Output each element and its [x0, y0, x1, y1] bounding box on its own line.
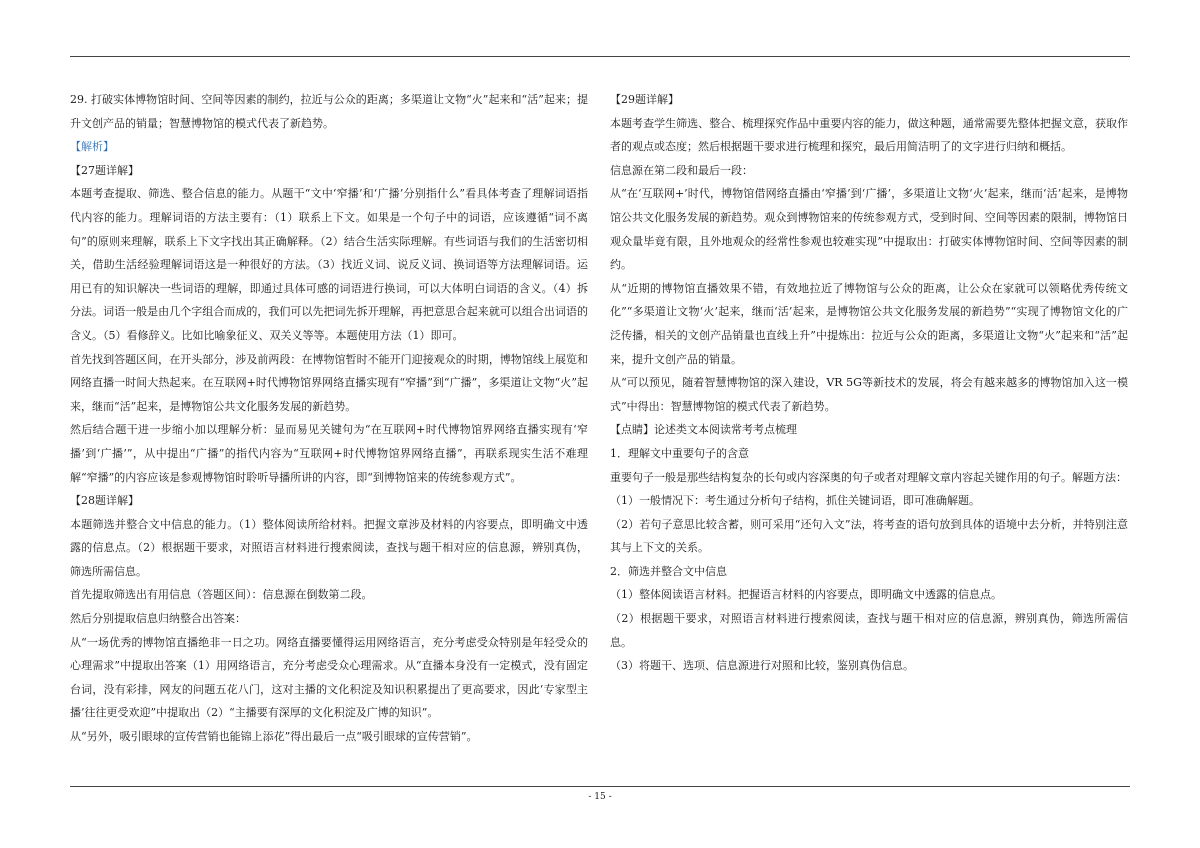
paragraph: （1）一般情况下：考生通过分析句子结构，抓住关键词语，即可准确解题。	[610, 494, 980, 508]
header-rule	[70, 56, 1130, 57]
paragraph: 从“可以预见，随着智慧博物馆的深入建设，VR 5G等新技术的发展，将会有越来越多的博物馆加入这一模式”中得出：智慧博物馆的模式代表了新趋势。	[610, 376, 1128, 413]
paragraph: 首先找到答题区间，在开头部分，涉及前两段：在博物馆暂时不能开门迎接观众的时期，博物馆线上展览和网络直播一时间大热起来。在互联网+时代博物馆界网络直播实现有“窄播”到“广播”，多渠道让文物“火”起来，继而“活”起来，是博物馆公共文化服务发展的新趋势。	[70, 352, 588, 413]
paragraph: 【28题详解】	[70, 494, 139, 508]
paragraph: 然后分别提取信息归纳整合出答案：	[70, 612, 246, 626]
paragraph: 1．理解文中重要句子的含意	[610, 446, 749, 460]
paragraph: 重要句子一般是那些结构复杂的长句或内容深奥的句子或者对理解文章内容起关键作用的句子。解题方法：	[610, 470, 1127, 484]
paragraph: （3）将题干、选项、信息源进行对照和比较，鉴别真伪信息。	[610, 659, 914, 673]
paragraph: 从“近期的博物馆直播效果不错，有效地拉近了博物馆与公众的距离，让公众在家就可以领略优秀传统文化”“多渠道让文物‘火’起来，继而‘活’起来，是博物馆公共文化服务发展的新趋势”“实现了博物馆文化的广泛传播，相关的文创产品销量也直线上升”中提炼出：拉近与公众的距离，多渠道让文物“火”起来和“活”起来，提升文创产品的销量。	[610, 281, 1128, 366]
paragraph: 从“在‘互联网+’时代，博物馆借网络直播由‘窄播’到‘广播’，多渠道让文物‘火’起来，继而‘活’起来，是博物馆公共文化服务发展的新趋势。观众到博物馆来的传统参观方式，受到时间、空间等因素的限制，博物馆日观众量毕竟有限，且外地观众的经常性参观也较难实现”中提取出：打破实体博物馆时间、空间等因素的制约。	[610, 187, 1128, 272]
paragraph: 从“一场优秀的博物馆直播绝非一日之功。网络直播要懂得运用网络语言，充分考虑受众特别是年轻受众的心理需求”中提取出答案（1）用网络语言，充分考虑受众心理需求。从“直播本身没有一定模式，没有固定台词，没有彩排，网友的问题五花八门，这对主播的文化积淀及知识积累提出了更高要求，因此‘专家型主播’往往更受欢迎”中提取出（2）“主播要有深厚的文化积淀及广博的知识”。	[70, 635, 588, 720]
paragraph: 【29题详解】	[610, 93, 679, 106]
paragraph: 29. 打破实体博物馆时间、空间等因素的制约，拉近与公众的距离；多渠道让文物“火”起来和“活”起来；提升文创产品的销量；智慧博物馆的模式代表了新趋势。	[70, 93, 588, 130]
paragraph: 【27题详解】	[70, 163, 139, 177]
paragraph: 【点睛】论述类文本阅读常考考点梳理	[610, 423, 797, 437]
paragraph: 本题考查提取、筛选、整合信息的能力。从题干“文中‘窄播’和‘广播’分别指什么”看具体考查了理解词语指代内容的能力。理解词语的方法主要有：（1）联系上下文。如果是一个句子中的词语，应该遵循“词不离句”的原则来理解，联系上下文字找出其正确解释。（2）结合生活实际理解。有些词语与我们的生活密切相关，借助生活经验理解词语这是一种很好的方法。（3）找近义词、说反义词、换词语等方法理解词语。运用已有的知识解决一些词语的理解，即通过具体可感的词语进行换词，可以大体明白词语的含义。（4）拆分法。词语一般是由几个字组合而成的，我们可以先把词先拆开理解，再把意思合起来就可以组合出词语的含义。（5）看修辞义。比如比喻象征义、双关义等等。本题使用方法（1）即可。	[70, 187, 588, 342]
paragraph: （1）整体阅读语言材料。把握语言材料的内容要点，即明确文中透露的信息点。	[610, 588, 1002, 602]
paragraph: 2．筛选并整合文中信息	[610, 564, 727, 578]
paragraph: 首先提取筛选出有用信息（答题区间）：信息源在倒数第二段。	[70, 588, 373, 602]
right-column	[610, 88, 1128, 678]
paragraph: 然后结合题干进一步缩小加以理解分析：显而易见关键句为“在互联网+时代博物馆界网络直播实现有‘窄播’到‘广播’”，从中提出“广播”的指代内容为“互联网+时代博物馆界网络直播”，再联系现实生活不难理解“窄播”的内容应该是参观博物馆时聆听导播所讲的内容，即“到博物馆来的传统参观方式”。	[70, 423, 588, 484]
paragraph: 本题筛选并整合文中信息的能力。（1）整体阅读所给材料。把握文章涉及材料的内容要点，即明确文中透露的信息点。（2）根据题干要求，对照语言材料进行搜索阅读，查找与题干相对应的信息源，辨别真伪，筛选所需信息。	[70, 517, 588, 578]
paragraph: 本题考查学生筛选、整合、梳理探究作品中重要内容的能力，做这种题，通常需要先整体把握文意，获取作者的观点或态度；然后根据题干要求进行梳理和探究，最后用简洁明了的文字进行归纳和概括。	[610, 116, 1128, 154]
paragraph: 从“另外，吸引眼球的宣传营销也能锦上添花”得出最后一点“吸引眼球的宣传营销”。	[70, 730, 478, 744]
footer-rule	[70, 786, 1130, 787]
paragraph: （2）若句子意思比较含蓄，则可采用“还句入文”法，将考查的语句放到具体的语境中去分析，并特别注意其与上下文的关系。	[610, 517, 1128, 555]
paragraph: 【解析】	[70, 140, 114, 154]
paragraph: 信息源在第二段和最后一段：	[610, 163, 753, 177]
page-number: - 15 -	[588, 792, 612, 802]
paragraph: （2）根据题干要求，对照语言材料进行搜索阅读，查找与题干相对应的信息源，辨别真伪，筛选所需信息。	[610, 612, 1128, 649]
left-column	[70, 88, 588, 749]
